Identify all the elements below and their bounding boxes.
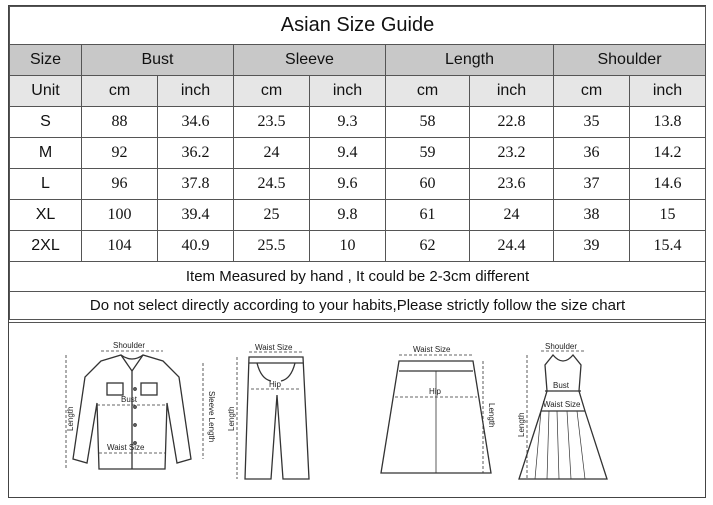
- size-table: [9, 6, 706, 320]
- skirt-waist-label: Waist Size: [413, 345, 451, 354]
- value-cell: 59: [386, 138, 470, 169]
- unit-cell: cm: [82, 76, 158, 107]
- value-cell: 37: [554, 169, 630, 200]
- pants-waist-label: Waist Size: [255, 343, 293, 352]
- shirt-diagram: [63, 341, 216, 491]
- value-cell: 38: [554, 200, 630, 231]
- skirt-diagram: [373, 341, 503, 491]
- unit-cell: cm: [554, 76, 630, 107]
- value-cell: 9.4: [310, 138, 386, 169]
- size-cell: XL: [10, 200, 82, 231]
- unit-cell: cm: [386, 76, 470, 107]
- unit-cell: inch: [158, 76, 234, 107]
- table-row: [10, 107, 706, 138]
- value-cell: 23.2: [470, 138, 554, 169]
- value-cell: 92: [82, 138, 158, 169]
- dress-waist-label: Waist Size: [543, 400, 581, 409]
- value-cell: 25: [234, 200, 310, 231]
- header-bust: Bust: [82, 45, 234, 76]
- value-cell: 96: [82, 169, 158, 200]
- dress-shoulder-label: Shoulder: [545, 342, 578, 351]
- size-cell: L: [10, 169, 82, 200]
- measurement-note: Item Measured by hand , It could be 2-3cm different: [10, 262, 706, 292]
- table-row: [10, 231, 706, 262]
- value-cell: 36: [554, 138, 630, 169]
- value-cell: 24: [234, 138, 310, 169]
- pants-hip-label: Hip: [269, 380, 282, 389]
- unit-cell: inch: [470, 76, 554, 107]
- value-cell: 14.6: [630, 169, 706, 200]
- size-guide: [8, 5, 706, 498]
- skirt-length-label: Length: [487, 403, 496, 428]
- unit-cell: inch: [630, 76, 706, 107]
- header-sleeve: Sleeve: [234, 45, 386, 76]
- header-length: Length: [386, 45, 554, 76]
- value-cell: 25.5: [234, 231, 310, 262]
- value-cell: 22.8: [470, 107, 554, 138]
- pants-diagram: [225, 341, 325, 491]
- shirt-waist-label: Waist Size: [107, 443, 145, 452]
- table-row: [10, 169, 706, 200]
- size-cell: 2XL: [10, 231, 82, 262]
- shirt-bust-label: Bust: [121, 395, 138, 404]
- dress-diagram: [507, 341, 617, 491]
- table-row: [10, 200, 706, 231]
- value-cell: 40.9: [158, 231, 234, 262]
- unit-cell: cm: [234, 76, 310, 107]
- shirt-length-label: Length: [66, 406, 75, 431]
- value-cell: 23.6: [470, 169, 554, 200]
- value-cell: 15.4: [630, 231, 706, 262]
- value-cell: 9.8: [310, 200, 386, 231]
- value-cell: 9.6: [310, 169, 386, 200]
- value-cell: 23.5: [234, 107, 310, 138]
- value-cell: 14.2: [630, 138, 706, 169]
- value-cell: 61: [386, 200, 470, 231]
- size-chart-warning: Do not select directly according to your habits,Please strictly follow the size chart: [10, 292, 706, 320]
- value-cell: 24.4: [470, 231, 554, 262]
- value-cell: 60: [386, 169, 470, 200]
- value-cell: 9.3: [310, 107, 386, 138]
- value-cell: 24: [470, 200, 554, 231]
- value-cell: 39.4: [158, 200, 234, 231]
- pants-length-label: Length: [227, 406, 236, 431]
- header-size: Size: [10, 45, 82, 76]
- size-cell: S: [10, 107, 82, 138]
- garment-diagrams: [9, 322, 705, 498]
- value-cell: 100: [82, 200, 158, 231]
- value-cell: 39: [554, 231, 630, 262]
- value-cell: 24.5: [234, 169, 310, 200]
- value-cell: 37.8: [158, 169, 234, 200]
- table-title: Asian Size Guide: [10, 7, 706, 45]
- header-row: [10, 45, 706, 76]
- dress-length-label: Length: [517, 412, 526, 437]
- unit-cell: inch: [310, 76, 386, 107]
- value-cell: 58: [386, 107, 470, 138]
- value-cell: 34.6: [158, 107, 234, 138]
- unit-row: [10, 76, 706, 107]
- value-cell: 15: [630, 200, 706, 231]
- dress-bust-label: Bust: [553, 381, 570, 390]
- value-cell: 13.8: [630, 107, 706, 138]
- value-cell: 62: [386, 231, 470, 262]
- shirt-sleeve-label: Sleeve Length: [207, 391, 216, 443]
- size-cell: M: [10, 138, 82, 169]
- unit-label: Unit: [10, 76, 82, 107]
- value-cell: 104: [82, 231, 158, 262]
- table-row: [10, 138, 706, 169]
- skirt-hip-label: Hip: [429, 387, 442, 396]
- value-cell: 88: [82, 107, 158, 138]
- value-cell: 10: [310, 231, 386, 262]
- shirt-shoulder-label: Shoulder: [113, 341, 146, 350]
- header-shoulder: Shoulder: [554, 45, 706, 76]
- value-cell: 35: [554, 107, 630, 138]
- value-cell: 36.2: [158, 138, 234, 169]
